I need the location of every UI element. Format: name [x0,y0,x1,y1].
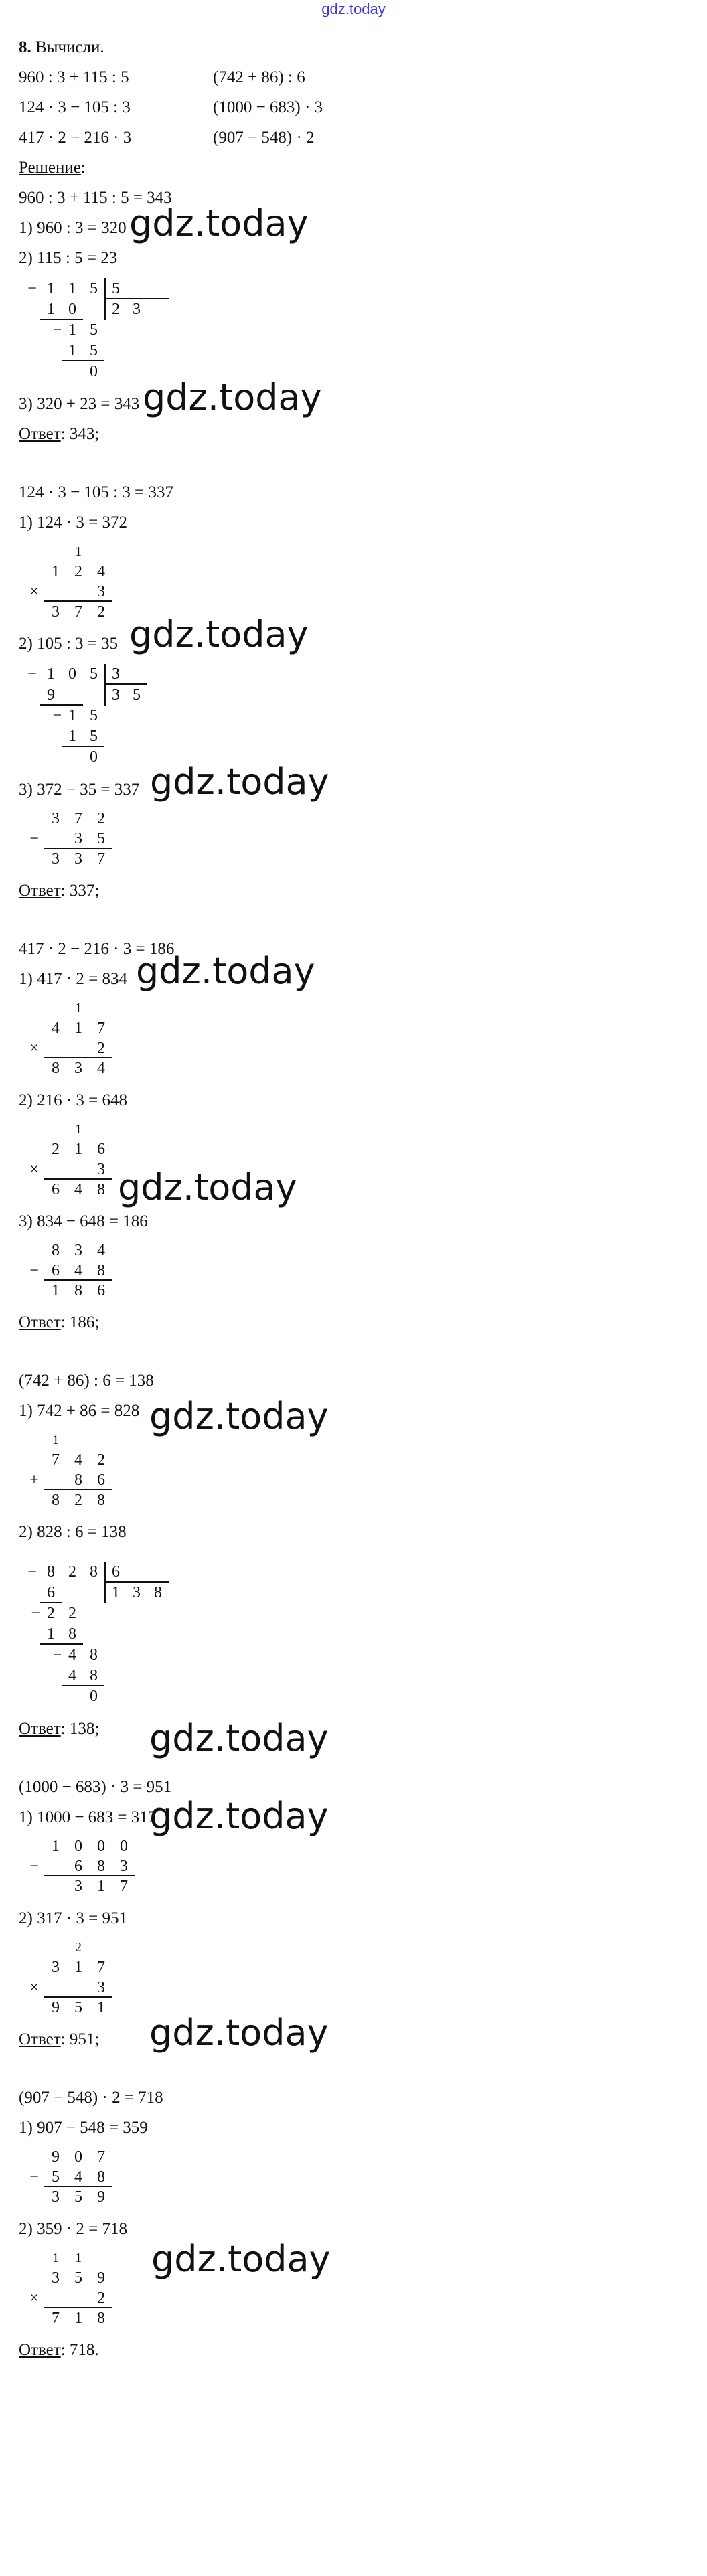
watermark: gdz.today [150,760,329,803]
task-expression: (907 − 548) · 2 [213,129,315,147]
step-line: 2) 828 : 6 = 138 [19,1523,127,1541]
column-multiplication: 1 2 1 6 × 3 6 4 8 gdz.today [29,1122,297,1208]
watermark: gdz.today [118,1166,297,1208]
task-row-1 [19,62,688,92]
task-expression: 124 · 3 − 105 : 3 [19,98,131,116]
answer-line: Ответ: 718. [19,2341,99,2359]
step-line: 2) 115 : 5 = 23 gdz.today [19,202,309,267]
step-line: 1) 960 : 3 = 320 [19,219,127,237]
column-subtraction: 3 7 2 − 3 5 3 3 7 [24,809,688,869]
solution-document [19,32,688,2365]
answer-line: Ответ: 186; [19,1313,100,1332]
column-subtraction: 9 0 7 − 5 4 8 3 5 9 [24,2147,688,2207]
watermark: gdz.today [129,613,309,655]
step-line: 1) 1000 − 683 = 317 gdz.today [19,1795,329,1837]
column-subtraction: 1 0 0 0 − 6 8 3 3 1 7 [24,1836,688,1897]
step-line: 1) 742 + 86 = 828 gdz.today [19,1395,329,1437]
example-equation: (1000 − 683) · 3 = 951 [19,1778,172,1796]
answer-line: Ответ: 951; gdz.today [19,2012,329,2054]
step-line: 2) 105 : 3 = 35 gdz.today [19,613,309,655]
step-line: 2) 317 · 3 = 951 [19,1909,127,1927]
answer-line: Ответ: 343; [19,425,100,443]
step-line: 3) 834 − 648 = 186 [19,1212,148,1230]
step-line: 2) 359 · 2 = 718 [19,2220,127,2238]
watermark: gdz.today [149,2012,329,2054]
column-multiplication: 1 1 3 5 9 × 2 7 1 8 gdz.today [29,2238,331,2327]
watermark: gdz.today [149,1717,329,1759]
task-expression: (742 + 86) : 6 [213,68,305,86]
step-line: 2) 216 · 3 = 648 [19,1091,127,1109]
task-expression: 960 : 3 + 115 : 5 [19,68,129,86]
column-subtraction: 8 3 4 − 6 4 8 1 8 6 [24,1240,688,1301]
step-line: 1) 124 · 3 = 372 [19,513,127,532]
column-multiplication: 1 1 2 4 × 3 3 7 2 [24,542,688,622]
task-row-2 [19,92,688,123]
task-title: Вычисли. [35,38,104,56]
example-equation: 124 · 3 − 105 : 3 = 337 [19,483,173,501]
step-line: 3) 320 + 23 = 343 gdz.today [19,376,322,418]
column-multiplication: 2 3 1 7 × 3 9 5 1 [24,1937,688,2018]
watermark: gdz.today [149,1395,329,1437]
watermark: gdz.today [149,1795,329,1837]
watermark: gdz.today [151,2238,331,2280]
watermark: gdz.today [136,950,315,992]
example-equation: (742 + 86) : 6 = 138 [19,1372,154,1390]
task-row-3 [19,123,688,153]
answer-line: Ответ: 337; [19,882,100,900]
column-addition: 1 7 4 2 + 8 6 8 2 8 [24,1430,688,1510]
task-expression: (1000 − 683) · 3 [213,98,323,116]
long-division: − 8 2 8 6 6 1 3 8 − 2 2 1 8 − 4 8 4 8 0 [24,1562,688,1707]
watermark: gdz.today [129,202,309,244]
step-line: 1) 907 − 548 = 359 [19,2119,148,2137]
task-header [19,32,688,62]
site-link[interactable]: gdz.today [321,1,386,17]
watermark: gdz.today [143,376,322,418]
column-multiplication: 1 4 1 7 × 2 8 3 4 [24,998,688,1078]
example-equation: (907 − 548) · 2 = 718 [19,2089,163,2107]
step-line: 1) 417 · 2 = 834 gdz.today [19,950,315,992]
answer-line: Ответ: 138; [19,1720,100,1738]
solution-heading: Решение: [19,159,86,177]
example-equation: 960 : 3 + 115 : 5 = 343 [19,189,172,207]
task-number: 8. [19,38,31,56]
example-equation: 417 · 2 − 216 · 3 = 186 [19,940,175,958]
long-division: − 1 1 5 5 1 0 2 3 − 1 5 1 5 0 [24,278,688,382]
task-expression: 417 · 2 − 216 · 3 [19,129,132,147]
step-line: 3) 372 − 35 = 337 gdz.today [19,760,329,803]
long-division: − 1 0 5 3 9 3 5 − 1 5 1 5 0 [24,664,688,768]
